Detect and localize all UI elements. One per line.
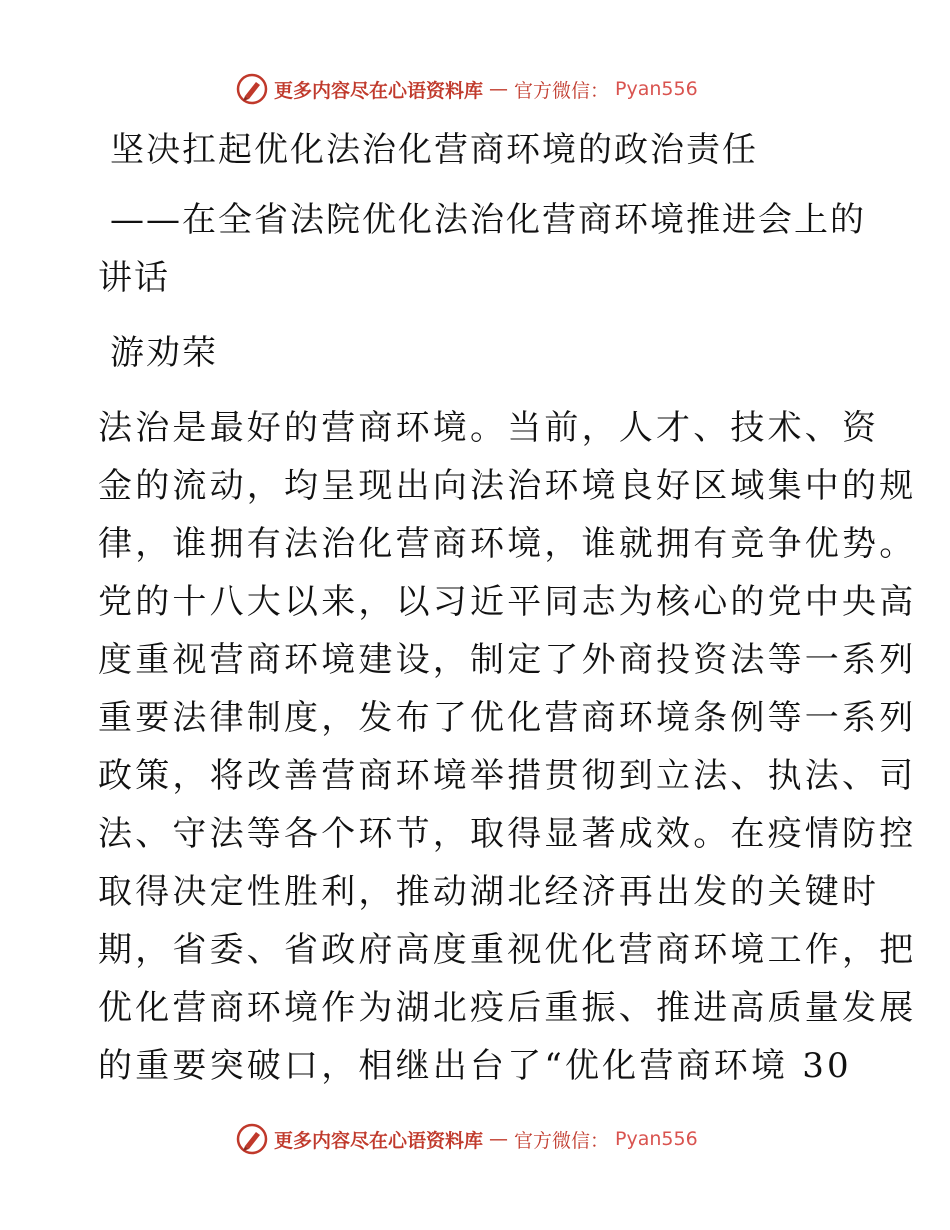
watermark-dash: — [489,78,509,100]
paragraph-line: 金的流动，均呈现出向法治环境良好区域集中的规 [98,466,917,506]
subtitle-line: 讲话 [98,258,170,298]
paragraph-line: 党的十八大以来，以习近平同志为核心的党中央高 [98,582,917,622]
pen-logo-icon [236,1123,268,1155]
paragraph-line: 律，谁拥有法治化营商环境，谁就拥有竞争优势。 [98,524,917,564]
author-name: 游劝荣 [110,333,218,373]
watermark-site-text: 更多内容尽在心语资料库 [274,1129,484,1152]
watermark-dash: — [489,1128,509,1150]
paragraph-line: 期，省委、省政府高度重视优化营商环境工作，把 [98,930,917,970]
document-title: 坚决扛起优化法治化营商环境的政治责任 [110,130,758,170]
watermark-banner-bottom [236,1122,698,1156]
pen-logo-icon [236,73,268,105]
paragraph-line: 取得决定性胜利，推动湖北经济再出发的关键时 [98,872,880,912]
paragraph-line: 度重视营商环境建设，制定了外商投资法等一系列 [98,640,917,680]
watermark-site-text: 更多内容尽在心语资料库 [274,79,484,102]
paragraph-line: 重要法律制度，发布了优化营商环境条例等一系列 [98,698,917,738]
paragraph-line: 的重要突破口，相继出台了“优化营商环境 30 [98,1046,852,1086]
watermark-wechat-id: Pyan556 [615,1128,698,1150]
watermark-wechat-label: 官方微信： [514,1129,610,1152]
watermark-wechat-id: Pyan556 [615,78,698,100]
paragraph-line: 优化营商环境作为湖北疫后重振、推进高质量发展 [98,988,917,1028]
watermark-banner-top [236,72,698,106]
subtitle-line: ——在全省法院优化法治化营商环境推进会上的 [110,200,866,240]
paragraph-line: 法、守法等各个环节，取得显著成效。在疫情防控 [98,814,917,854]
paragraph-line: 政策，将改善营商环境举措贯彻到立法、执法、司 [98,756,917,796]
paragraph-line: 法治是最好的营商环境。当前，人才、技术、资 [98,408,880,448]
watermark-wechat-label: 官方微信： [514,79,610,102]
